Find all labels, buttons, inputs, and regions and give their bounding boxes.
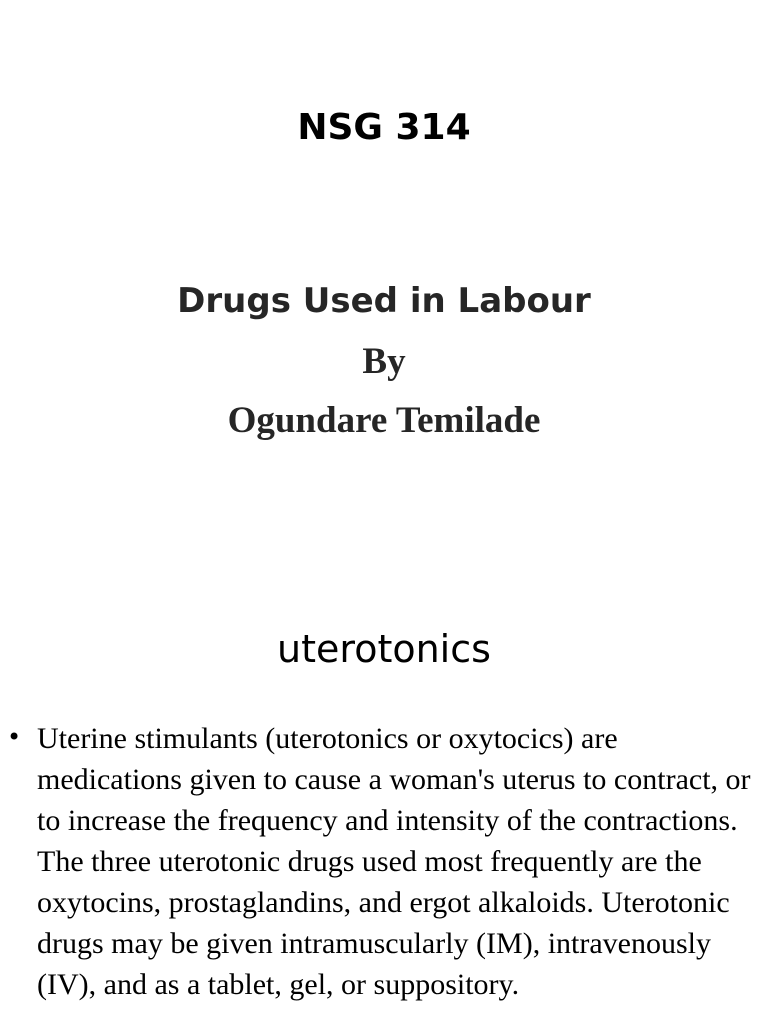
slide-subtitle-author: Ogundare Temilade (227, 400, 541, 441)
slide-title-course-code: NSG 314 (297, 107, 471, 148)
bullet-item (0, 718, 768, 1005)
bullet-list (0, 718, 768, 1005)
section-title-uterotonics: uterotonics (277, 627, 491, 671)
slide-subtitle-topic: Drugs Used in Labour (177, 281, 591, 321)
bullet-icon: • (7, 723, 22, 751)
bullet-text: Uterine stimulants (uterotonics or oxytocics) are medications given to cause a woman's uterus to contract, or to increase the frequency and intensity of the contractions. The three uterotonic drugs used most frequently are the oxytocins, prostaglandins, and ergot alkaloids. Uterotonic drugs may be given intramuscularly (IM), intravenously (IV), and as a tablet, gel, or suppository. (37, 722, 751, 1001)
slide-subtitle-by: By (362, 341, 406, 382)
